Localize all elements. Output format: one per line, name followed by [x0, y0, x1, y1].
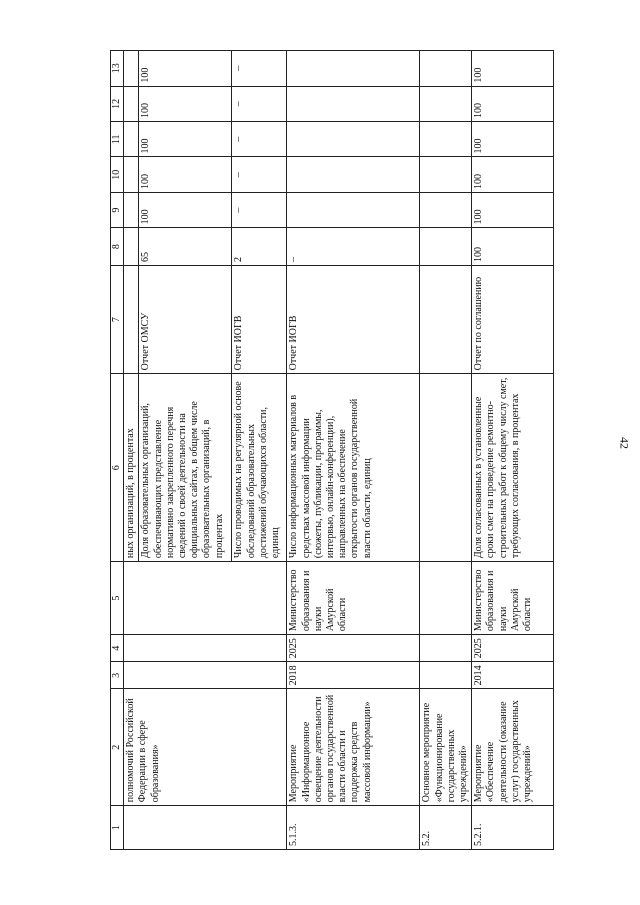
- value-cell: [124, 122, 139, 157]
- program-measures-table: [110, 50, 554, 850]
- row-number: 5.2.1.: [472, 806, 554, 850]
- value-cell: 100: [139, 192, 232, 227]
- value-cell: 100: [472, 86, 554, 121]
- value-cell: [420, 122, 472, 157]
- header-cell: 12: [111, 86, 124, 121]
- value-cell: [287, 51, 420, 87]
- header-cell: 9: [111, 192, 124, 227]
- header-cell: 8: [111, 228, 124, 266]
- value-cell: 2: [232, 228, 287, 266]
- indicator-source: [124, 265, 139, 373]
- indicator-source: Отчет ОМСУ: [139, 265, 232, 373]
- header-cell: 6: [111, 374, 124, 562]
- measure-name: Мероприятие «Информационное освещение деятельности органов государственной власти области и поддержка средств массовой информации»: [287, 689, 420, 806]
- indicator-source: Отчет ИОГВ: [287, 265, 420, 373]
- value-cell: –: [232, 122, 287, 157]
- value-cell: 100: [139, 51, 232, 87]
- start-year: [420, 662, 472, 689]
- value-cell: –: [232, 192, 287, 227]
- header-cell: 1: [111, 806, 124, 850]
- executor: Министерство образования и науки Амурской области: [472, 562, 554, 635]
- header-cell: 11: [111, 122, 124, 157]
- executor: [124, 562, 287, 635]
- value-cell: [124, 51, 139, 87]
- value-cell: [287, 192, 420, 227]
- value-cell: –: [232, 51, 287, 87]
- header-cell: 7: [111, 265, 124, 373]
- indicator-source: [420, 265, 472, 373]
- executor: Министерство образования и науки Амурской области: [287, 562, 420, 635]
- value-cell: [420, 157, 472, 192]
- value-cell: –: [232, 86, 287, 121]
- value-cell: [124, 157, 139, 192]
- value-cell: 100: [472, 228, 554, 266]
- value-cell: 100: [472, 122, 554, 157]
- indicator-name: [420, 374, 472, 562]
- value-cell: 100: [139, 122, 232, 157]
- value-cell: [287, 122, 420, 157]
- table-row: [420, 51, 472, 850]
- measure-name: Мероприятие «Обеспечение деятельности (оказание услуг) государственных учреждений»: [472, 689, 554, 806]
- end-year: 2025: [472, 635, 554, 662]
- value-cell: –: [232, 157, 287, 192]
- indicator-name: Доля образовательных организаций, обеспечивающих представление нормативно закрепленного перечня сведений о своей деятельности на официальных сайтах, в общем числе образовательных организаций, в процентах: [139, 374, 232, 562]
- table-row: [472, 51, 554, 850]
- measure-name: Основное мероприятие «Функционирование государственных учреждений»: [420, 689, 472, 806]
- table-wrapper: [110, 50, 533, 850]
- value-cell: [124, 86, 139, 121]
- row-number: [124, 806, 287, 850]
- start-year: 2018: [287, 662, 420, 689]
- table-row: [124, 51, 139, 850]
- value-cell: 100: [472, 51, 554, 87]
- value-cell: [124, 228, 139, 266]
- start-year: [124, 662, 287, 689]
- value-cell: 100: [139, 86, 232, 121]
- header-cell: 3: [111, 662, 124, 689]
- value-cell: [124, 192, 139, 227]
- end-year: [124, 635, 287, 662]
- indicator-name: Число проводимых на регулярной основе обследований образовательных достижений обучающихся области, единиц: [232, 374, 287, 562]
- table-row: [287, 51, 420, 850]
- measure-name: полномочий Российской Федерации в сфере образования»: [124, 689, 287, 806]
- value-cell: 100: [472, 157, 554, 192]
- value-cell: 100: [472, 192, 554, 227]
- value-cell: 100: [139, 157, 232, 192]
- row-number: 5.1.3.: [287, 806, 420, 850]
- header-cell: 10: [111, 157, 124, 192]
- value-cell: [287, 157, 420, 192]
- value-cell: [420, 192, 472, 227]
- header-cell: 4: [111, 635, 124, 662]
- value-cell: 65: [139, 228, 232, 266]
- value-cell: –: [287, 228, 420, 266]
- end-year: [420, 635, 472, 662]
- page-number: 42: [617, 437, 632, 449]
- indicator-name: Число информационных материалов в средствах массовой информации (сюжеты, публикации, программы, интервью, онлайн-конференции), направленных на обеспечение открытости органов государственной власти области, единиц: [287, 374, 420, 562]
- indicator-source: Отчет ИОГВ: [232, 265, 287, 373]
- header-cell: 5: [111, 562, 124, 635]
- header-row: [111, 51, 124, 850]
- value-cell: [420, 228, 472, 266]
- end-year: 2025: [287, 635, 420, 662]
- value-cell: [420, 86, 472, 121]
- header-cell: 2: [111, 689, 124, 806]
- start-year: 2014: [472, 662, 554, 689]
- indicator-name: ных организаций, в процентах: [124, 374, 139, 562]
- header-cell: 13: [111, 51, 124, 87]
- value-cell: [420, 51, 472, 87]
- value-cell: [287, 86, 420, 121]
- indicator-name: Доля согласованных в установленные сроки смет на проведение ремонтно-строительных работ к общему числу смет, требующих согласования, в процентах: [472, 374, 554, 562]
- executor: [420, 562, 472, 635]
- row-number: 5.2.: [420, 806, 472, 850]
- indicator-source: Отчет по соглашению: [472, 265, 554, 373]
- rotated-table-viewport: [110, 50, 533, 850]
